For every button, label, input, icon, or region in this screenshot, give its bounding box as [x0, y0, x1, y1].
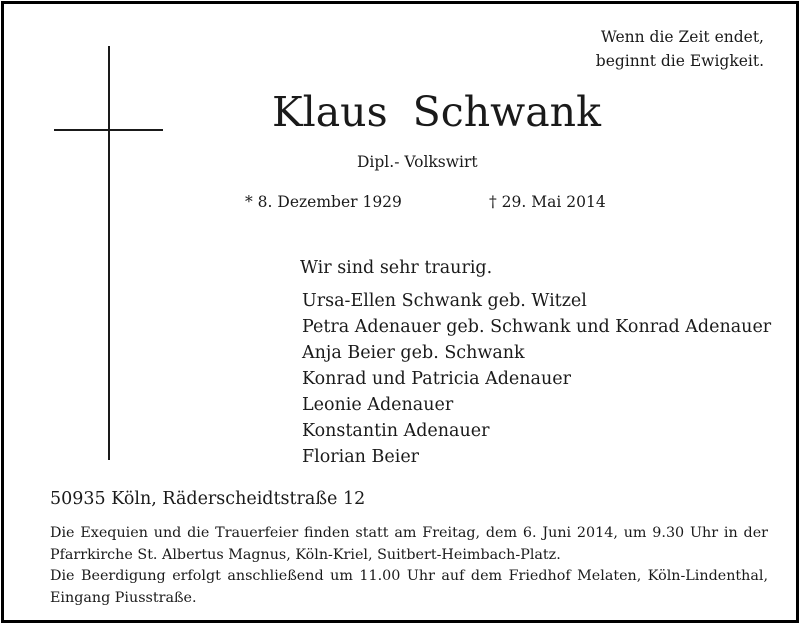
deceased-title: Dipl.- Volkswirt [357, 153, 478, 171]
mourner: Anja Beier geb. Schwank [302, 343, 525, 363]
mourning-statement: Wir sind sehr traurig. [300, 258, 493, 278]
family-address: 50935 Köln, Räderscheidtstraße 12 [50, 489, 366, 509]
motto-line-2: beginnt die Ewigkeit. [595, 52, 764, 70]
exequien-text: Die Exequien und die Trauerfeier finden statt am Freitag, dem 6. Juni 2014, um 9.30 Uhr in der Pfarrkirche St. Albertus Magnus, Köln-Kriel, Suitbert-Heimbach-Platz. [50, 525, 768, 563]
motto-line-1: Wenn die Zeit endet, [600, 28, 764, 46]
deceased-name: Klaus Schwank [272, 88, 601, 136]
motto [596, 25, 764, 73]
burial-text: Die Beerdigung erfolgt anschließend um 11.00 Uhr auf dem Friedhof Melaten, Köln-Lindenthal, Eingang Piusstraße. [50, 568, 768, 606]
mourner: Leonie Adenauer [302, 395, 454, 415]
mourner: Konstantin Adenauer [302, 421, 490, 441]
obituary-notice [1, 1, 799, 623]
death-date: † 29. Mai 2014 [489, 193, 606, 211]
mourner: Ursa-Ellen Schwank geb. Witzel [302, 291, 587, 311]
mourner: Konrad und Patricia Adenauer [302, 369, 571, 389]
funeral-info [50, 523, 768, 609]
mourners-list [302, 288, 771, 470]
mourner: Florian Beier [302, 447, 420, 467]
cross-icon-crossbar [54, 129, 163, 131]
cross-icon [108, 46, 110, 460]
mourner: Petra Adenauer geb. Schwank und Konrad Adenauer [302, 317, 772, 337]
birth-date: * 8. Dezember 1929 [245, 193, 402, 211]
